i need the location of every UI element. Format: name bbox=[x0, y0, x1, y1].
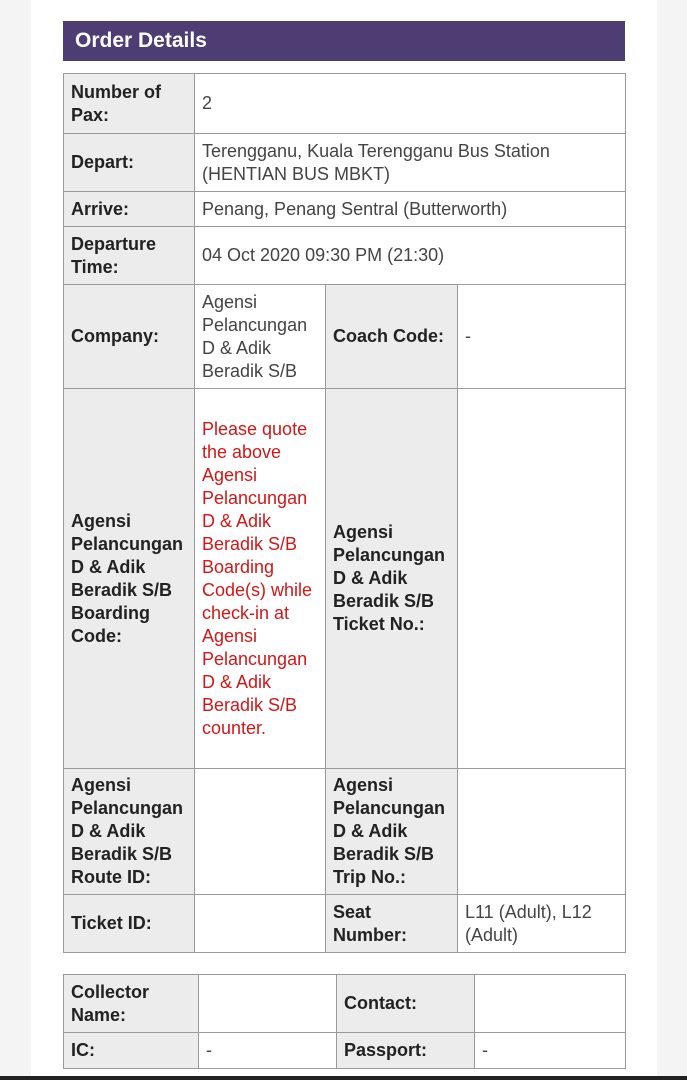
passport-value: - bbox=[475, 1033, 626, 1069]
row-pax bbox=[64, 74, 626, 134]
arrive-value: Penang, Penang Sentral (Butterworth) bbox=[195, 192, 626, 227]
redacted-contact bbox=[482, 992, 487, 1015]
collector-table bbox=[63, 974, 626, 1069]
depart-value: Terengganu, Kuala Terengganu Bus Station (HENTIAN BUS MBKT) bbox=[195, 134, 626, 192]
contact-value bbox=[475, 975, 626, 1033]
boarding-code-note: Please quote the above Agensi Pelancungan D & Adik Beradik S/B Boarding Code(s) while check-in at Agensi Pelancungan D & Adik Beradik S/B counter. bbox=[195, 389, 326, 769]
route-id-value bbox=[195, 769, 326, 895]
trip-no-label: Agensi Pelancungan D & Adik Beradik S/B Trip No.: bbox=[326, 769, 458, 895]
pax-value: 2 bbox=[195, 74, 626, 134]
ticket-no-value bbox=[458, 389, 626, 769]
order-details-header: Order Details bbox=[63, 21, 625, 61]
collector-name-label: Collector Name: bbox=[64, 975, 199, 1033]
row-company bbox=[64, 285, 626, 389]
coach-code-label: Coach Code: bbox=[326, 285, 458, 389]
row-arrive bbox=[64, 192, 626, 227]
row-collector-name bbox=[64, 975, 626, 1033]
collector-name-value bbox=[199, 975, 337, 1033]
trip-no-value bbox=[458, 769, 626, 895]
row-boarding-code bbox=[64, 389, 626, 769]
depart-label: Depart: bbox=[64, 134, 195, 192]
bottom-divider bbox=[0, 1076, 687, 1080]
row-departure-time bbox=[64, 227, 626, 285]
boarding-code-label: Agensi Pelancungan D & Adik Beradik S/B Boarding Code: bbox=[64, 389, 195, 769]
route-id-label: Agensi Pelancungan D & Adik Beradik S/B Route ID: bbox=[64, 769, 195, 895]
company-label: Company: bbox=[64, 285, 195, 389]
order-details-table bbox=[63, 73, 626, 953]
redacted-ticket-id bbox=[202, 912, 207, 935]
ticket-no-label: Agensi Pelancungan D & Adik Beradik S/B Ticket No.: bbox=[326, 389, 458, 769]
passport-label: Passport: bbox=[337, 1033, 475, 1069]
redacted-ticket-no bbox=[465, 567, 470, 590]
row-route-id bbox=[64, 769, 626, 895]
row-ic bbox=[64, 1033, 626, 1069]
seat-number-value: L11 (Adult), L12 (Adult) bbox=[458, 895, 626, 953]
arrive-label: Arrive: bbox=[64, 192, 195, 227]
ticket-id-label: Ticket ID: bbox=[64, 895, 195, 953]
coach-code-value: - bbox=[458, 285, 626, 389]
row-depart bbox=[64, 134, 626, 192]
seat-number-label: Seat Number: bbox=[326, 895, 458, 953]
ticket-id-value bbox=[195, 895, 326, 953]
company-value: Agensi Pelancungan D & Adik Beradik S/B bbox=[195, 285, 326, 389]
ic-value: - bbox=[199, 1033, 337, 1069]
pax-label: Number of Pax: bbox=[64, 74, 195, 134]
contact-label: Contact: bbox=[337, 975, 475, 1033]
ic-label: IC: bbox=[64, 1033, 199, 1069]
departure-time-label: Departure Time: bbox=[64, 227, 195, 285]
departure-time-value: 04 Oct 2020 09:30 PM (21:30) bbox=[195, 227, 626, 285]
row-ticket-id bbox=[64, 895, 626, 953]
redacted-collector-name bbox=[206, 992, 211, 1015]
